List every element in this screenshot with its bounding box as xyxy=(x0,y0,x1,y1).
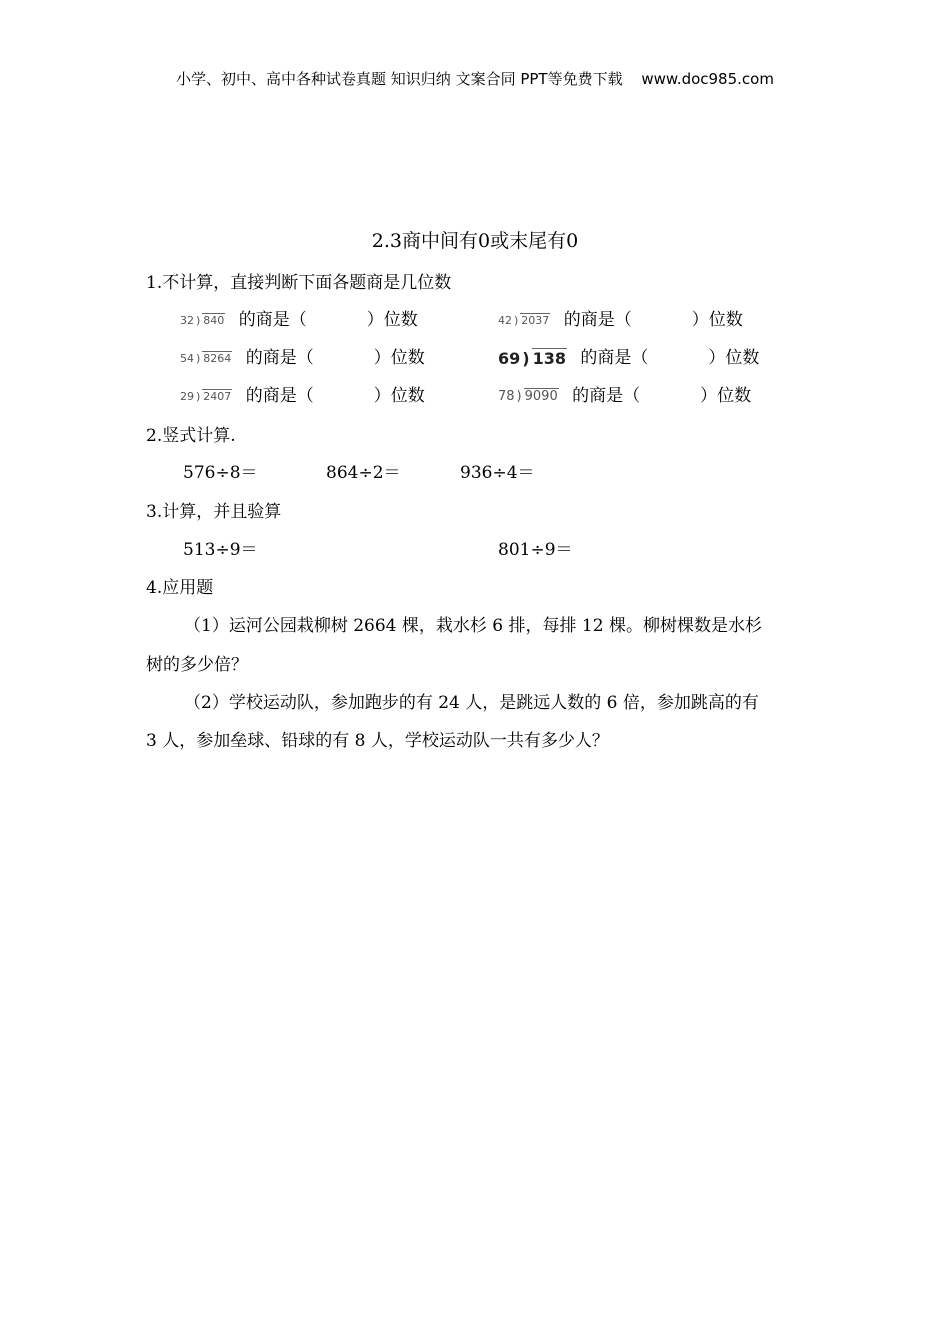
item-suffix: ）位数 xyxy=(366,310,418,330)
q1-heading: 1.不计算，直接判断下面各题商是几位数 xyxy=(146,273,452,293)
q3-heading: 3.计算，并且验算 xyxy=(146,502,282,522)
q4-problem-2-line-2: 3 人，参加垒球、铅球的有 8 人，学校运动队一共有多少人？ xyxy=(146,731,609,751)
division-expression: 69 ) 138 xyxy=(498,349,566,368)
divisor: 42 xyxy=(498,314,512,327)
dividend: 840 xyxy=(203,314,225,327)
q2-heading: 2.竖式计算. xyxy=(146,426,236,446)
dividend: 2037 xyxy=(521,314,550,327)
q3-expr-1: 513÷9＝ xyxy=(183,540,258,560)
q4-problem-1-line-2: 树的多少倍？ xyxy=(146,655,248,675)
item-text: 的商是（ xyxy=(580,348,649,368)
q1-item-3 xyxy=(180,343,425,368)
q1-item-1 xyxy=(180,305,418,330)
item-suffix: ）位数 xyxy=(373,348,425,368)
header-text: 小学、初中、高中各种试卷真题 知识归纳 文案合同 PPT等免费下载 xyxy=(176,70,623,88)
item-suffix: ）位数 xyxy=(691,310,743,330)
q4-problem-1-line-1: （1）运河公园栽柳树 2664 棵，栽水杉 6 排，每排 12 棵。柳树棵数是水杉 xyxy=(184,616,762,636)
dividend: 8264 xyxy=(203,352,232,365)
item-text: 的商是（ xyxy=(245,386,314,406)
divisor: 54 xyxy=(180,352,194,365)
dividend: 138 xyxy=(532,349,566,368)
division-expression: 42 ) 2037 xyxy=(498,314,550,327)
page-title: 2.3商中间有0或末尾有0 xyxy=(371,230,579,252)
item-text: 的商是（ xyxy=(572,386,641,406)
dividend: 9090 xyxy=(524,389,558,404)
q4-problem-2-line-1: （2）学校运动队，参加跑步的有 24 人，是跳远人数的 6 倍，参加跳高的有 xyxy=(184,693,759,713)
division-expression: 32 ) 840 xyxy=(180,314,225,327)
division-expression: 29 ) 2407 xyxy=(180,390,232,403)
item-text: 的商是（ xyxy=(245,348,314,368)
q2-expr-1: 576÷8＝ xyxy=(183,463,258,483)
q1-item-4 xyxy=(498,343,759,368)
q1-item-6 xyxy=(498,381,751,406)
division-expression: 54 ) 8264 xyxy=(180,352,232,365)
page-header xyxy=(0,68,950,89)
divisor: 32 xyxy=(180,314,194,327)
item-suffix: ）位数 xyxy=(708,348,760,368)
header-url[interactable]: www.doc985.com xyxy=(641,70,774,88)
q1-item-2 xyxy=(498,305,743,330)
q1-item-5 xyxy=(180,381,425,406)
q3-expr-2: 801÷9＝ xyxy=(498,540,573,560)
item-suffix: ）位数 xyxy=(700,386,752,406)
item-suffix: ）位数 xyxy=(373,386,425,406)
divisor: 29 xyxy=(180,390,194,403)
q2-expr-3: 936÷4＝ xyxy=(460,463,535,483)
q2-expr-2: 864÷2＝ xyxy=(326,463,401,483)
item-text: 的商是（ xyxy=(563,310,632,330)
divisor: 78 xyxy=(498,389,515,404)
item-text: 的商是（ xyxy=(238,310,307,330)
divisor: 69 xyxy=(498,349,521,368)
q4-heading: 4.应用题 xyxy=(146,578,214,598)
dividend: 2407 xyxy=(203,390,232,403)
division-expression: 78 ) 9090 xyxy=(498,389,558,404)
